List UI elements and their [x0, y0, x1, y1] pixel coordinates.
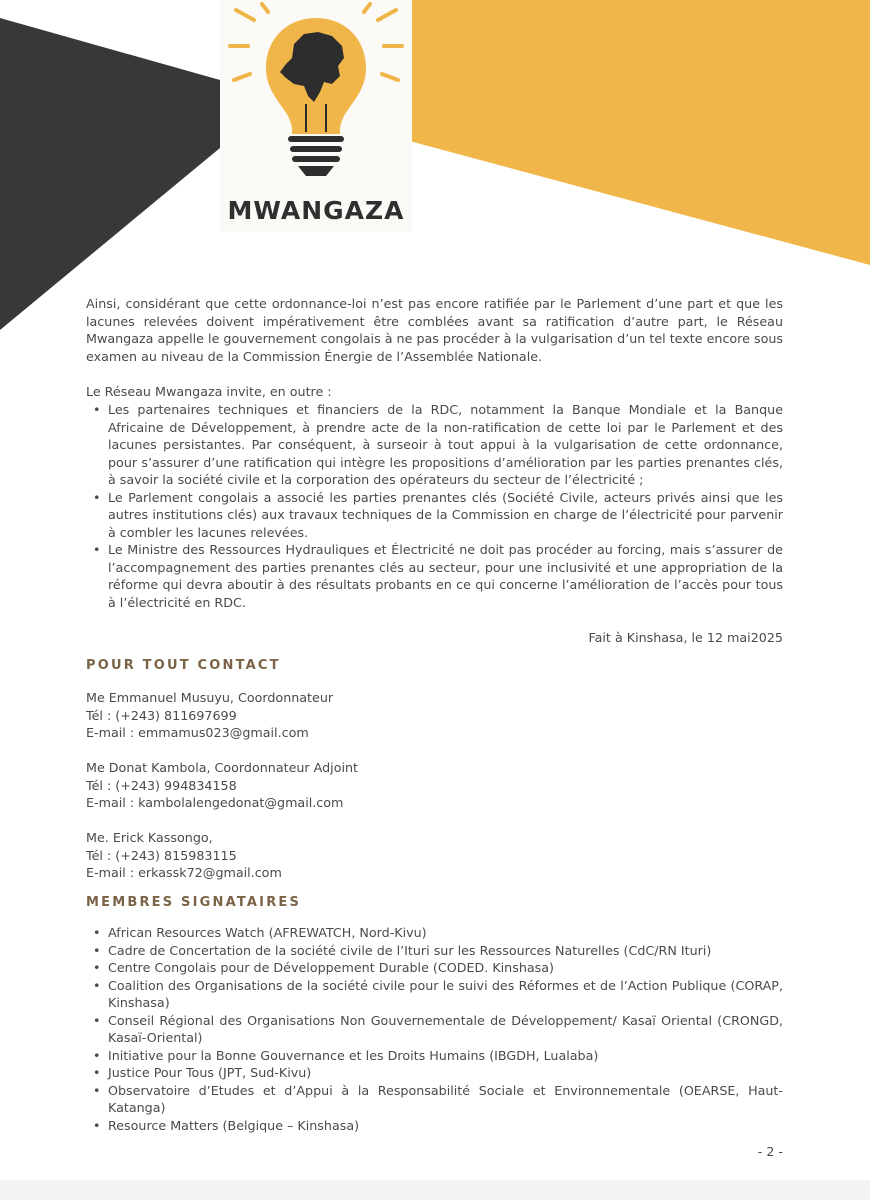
brand-name: MWANGAZA [227, 196, 405, 225]
invite-list-item: • Le Parlement congolais a associé les parties prenantes clés (Société Civile, acteurs privés ainsi que les autres institutions clés) aux travaux techniques de la Commission en charge de l’électricité pour parvenir à combler les lacunes relevées. [86, 489, 783, 542]
dark-triangle [0, 18, 220, 330]
contact-phone: Tél : (+243) 811697699 [86, 707, 237, 723]
invite-list-item: • Les partenaires techniques et financiers de la RDC, notamment la Banque Mondiale et la Banque Africaine de Développement, à prendre acte de la non-ratification de cette loi par le Parlement et des lacunes persistantes. Par conséquent, à surseoir à tout appui à la vulgarisation de cette ordonnance, pour s’assurer d’une ratification qui intègre les propositions d’amélioration par les parties prenantes clés, à savoir la société civile et la corporation des opérateurs du secteur de l’électricité ; [86, 401, 783, 489]
lightbulb-logo-icon [220, 0, 412, 190]
mwangaza-logo [220, 0, 412, 232]
member-item: • African Resources Watch (AFREWATCH, Nord-Kivu) [86, 924, 783, 942]
contact-name: Me Donat Kambola, Coordonnateur Adjoint [86, 760, 359, 775]
member-item: • Cadre de Concertation de la société civile de l’Ituri sur les Ressources Naturelles (CdC/RN Ituri) [86, 942, 783, 960]
intro-paragraph: Ainsi, considérant que cette ordonnance-loi n’est pas encore ratifiée par le Parlement d’une part et que les lacunes relevées doivent impérativement être comblées avant sa ratification d’autre part, le Réseau Mwangaza appelle le gouvernement congolais à ne pas procéder à la vulgarisation d’un tel texte encore sous examen au niveau de la Commission Énergie de l’Assemblée Nationale. [86, 296, 783, 364]
member-item: • Centre Congolais pour de Développement Durable (CODED. Kinshasa) [86, 959, 783, 977]
contact-heading: POUR TOUT CONTACT [86, 658, 281, 673]
contact-email: E-mail : kambolalengedonat@gmail.com [86, 795, 344, 810]
contact-block-1 [86, 689, 783, 742]
contact-block-2 [86, 759, 783, 812]
contact-name: Me. Erick Kassongo, [86, 830, 213, 845]
invite-list [86, 401, 783, 611]
members-list [86, 924, 783, 1134]
member-item: • Justice Pour Tous (JPT, Sud-Kivu) [86, 1064, 783, 1082]
contact-email: E-mail : erkassk72@gmail.com [86, 865, 282, 880]
page-bottom-edge [0, 1180, 870, 1200]
member-item: • Observatoire d’Etudes et d’Appui à la Responsabilité Sociale et Environnementale (OEARSE, Haut-Katanga) [86, 1082, 783, 1117]
members-heading: MEMBRES SIGNATAIRES [86, 895, 302, 910]
invite-intro-line: Le Réseau Mwangaza invite, en outre : [86, 384, 332, 399]
invite-list-item: • Le Ministre des Ressources Hydrauliques et Électricité ne doit pas procéder au forcing, mais s’assurer de l’accompagnement des parties prenantes clés au secteur, pour une inclusivité et une appropriation de la réforme qui devra aboutir à des résultats probants en ce qui concerne l’amélioration de l’accès pour tous à l’électricité en RDC. [86, 541, 783, 611]
contact-email: E-mail : emmamus023@gmail.com [86, 725, 309, 740]
contact-block-3 [86, 829, 783, 882]
place-date-signature: Fait à Kinshasa, le 12 mai2025 [588, 630, 783, 645]
member-item: • Initiative pour la Bonne Gouvernance et les Droits Humains (IBGDH, Lualaba) [86, 1047, 783, 1065]
page-number: - 2 - [757, 1144, 783, 1159]
contact-name: Me Emmanuel Musuyu, Coordonnateur [86, 690, 334, 705]
member-item: • Conseil Régional des Organisations Non Gouvernementale de Développement/ Kasaï Oriental (CRONGD, Kasaï-Oriental) [86, 1012, 783, 1047]
member-item: • Coalition des Organisations de la société civile pour le suivi des Réformes et de l’Action Publique (CORAP, Kinshasa) [86, 977, 783, 1012]
contact-phone: Tél : (+243) 815983115 [86, 847, 237, 863]
contact-phone: Tél : (+243) 994834158 [86, 777, 237, 793]
member-item: • Resource Matters (Belgique – Kinshasa) [86, 1117, 783, 1135]
